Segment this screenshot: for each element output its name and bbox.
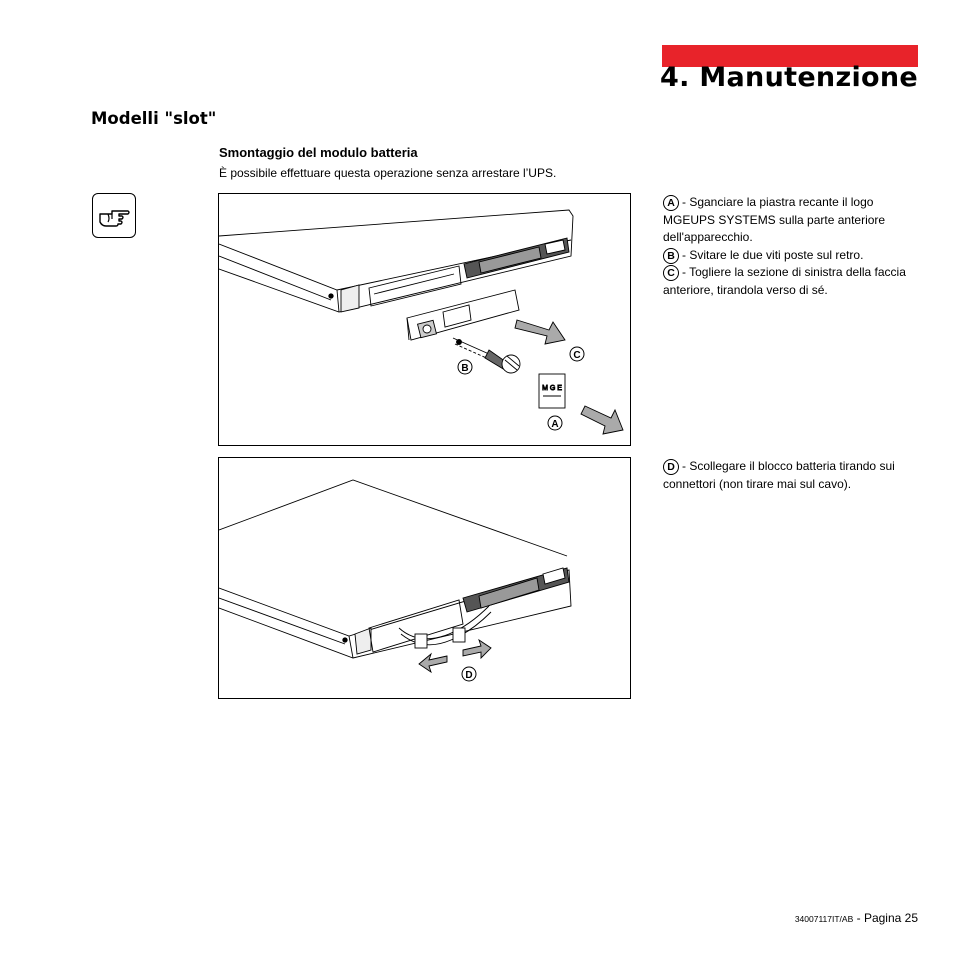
step-b — [663, 247, 923, 265]
ups-unit-drawing-2 — [219, 480, 571, 658]
step-text: - Togliere la sezione di sinistra della faccia anteriore, tirandola verso di sé. — [663, 265, 906, 297]
callout-c — [570, 347, 584, 361]
section-title: Modelli "slot" — [91, 109, 217, 128]
step-text: - Svitare le due viti poste sul retro. — [682, 247, 864, 262]
step-c — [663, 264, 923, 299]
pointing-hand-icon — [92, 193, 136, 238]
step-letter-badge: B — [663, 248, 679, 264]
figure-front-panel-removal — [218, 193, 631, 446]
svg-text:C: C — [573, 350, 581, 361]
battery-connectors-drawing — [399, 606, 491, 648]
step-a — [663, 194, 923, 247]
callout-d — [462, 667, 476, 681]
ups-unit-drawing — [219, 210, 573, 312]
subsection-title: Smontaggio del modulo batteria — [219, 145, 418, 160]
front-section-piece — [407, 290, 519, 340]
chapter-title: 4. Manutenzione — [660, 62, 918, 93]
step-text: - Scollegare il blocco batteria tirando sui connettori (non tirare mai sul cavo). — [663, 459, 895, 491]
step-letter-badge: C — [663, 265, 679, 281]
step-letter-badge: D — [663, 459, 679, 475]
steps-list-battery-disconnect — [663, 458, 923, 493]
page-footer — [795, 911, 918, 925]
steps-list-front-removal — [663, 194, 923, 299]
pull-arrow-a — [581, 406, 623, 434]
callout-b — [458, 360, 472, 374]
step-letter-badge: A — [663, 195, 679, 211]
pull-arrow-c — [515, 320, 565, 344]
svg-text:A: A — [551, 419, 559, 430]
intro-text: È possibile effettuare questa operazione senza arrestare l’UPS. — [219, 166, 557, 180]
svg-text:D: D — [465, 670, 473, 681]
svg-text:B: B — [461, 363, 469, 374]
step-text: - Sganciare la piastra recante il logo MGEUPS SYSTEMS sulla parte anteriore dell'apparecchio. — [663, 195, 886, 244]
svg-text:M G E: M G E — [542, 385, 562, 392]
document-code: 34007117IT/AB — [794, 914, 854, 924]
figure-battery-disconnect — [218, 457, 631, 699]
logo-plate-drawing — [539, 374, 565, 408]
page-number: - Pagina 25 — [856, 911, 918, 925]
step-d — [663, 458, 923, 493]
callout-a — [548, 416, 562, 430]
